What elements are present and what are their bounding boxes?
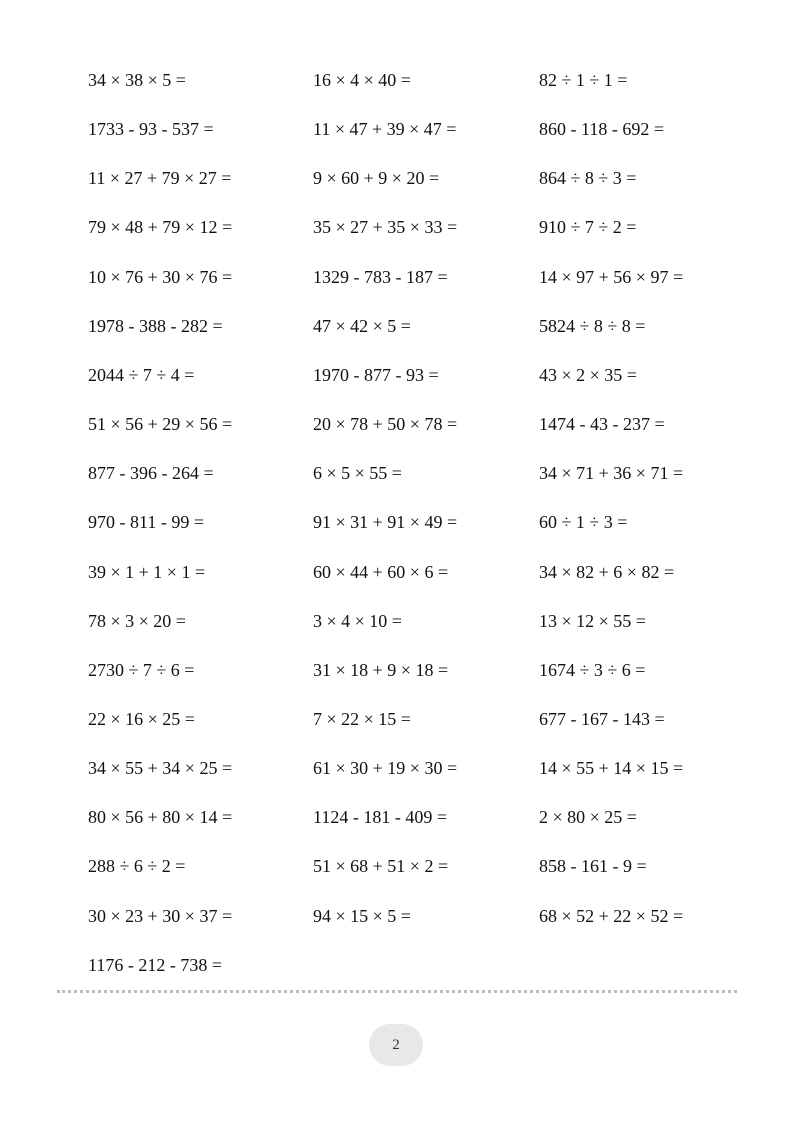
math-problem: 14 × 97 + 56 × 97 =	[539, 267, 684, 287]
math-problem: 68 × 52 + 22 × 52 =	[539, 906, 684, 926]
math-problem: 61 × 30 + 19 × 30 =	[313, 758, 458, 778]
math-problem: 1329 - 783 - 187 =	[313, 267, 448, 287]
math-problem: 11 × 27 + 79 × 27 =	[88, 168, 232, 188]
math-problem: 79 × 48 + 79 × 12 =	[88, 217, 233, 237]
math-problem: 47 × 42 × 5 =	[313, 316, 411, 336]
math-problem: 31 × 18 + 9 × 18 =	[313, 660, 449, 680]
math-problem: 677 - 167 - 143 =	[539, 709, 665, 729]
page-number-badge: 2	[369, 1024, 423, 1066]
math-problem: 51 × 56 + 29 × 56 =	[88, 414, 233, 434]
math-problem: 60 × 44 + 60 × 6 =	[313, 562, 449, 582]
math-problem: 80 × 56 + 80 × 14 =	[88, 807, 233, 827]
math-problem: 34 × 71 + 36 × 71 =	[539, 463, 684, 483]
math-problem: 43 × 2 × 35 =	[539, 365, 637, 385]
math-problem: 13 × 12 × 55 =	[539, 611, 646, 631]
math-problem: 1674 ÷ 3 ÷ 6 =	[539, 660, 646, 680]
math-problem: 864 ÷ 8 ÷ 3 =	[539, 168, 637, 188]
math-problem: 860 - 118 - 692 =	[539, 119, 664, 139]
math-problem: 1978 - 388 - 282 =	[88, 316, 223, 336]
math-problem: 1733 - 93 - 537 =	[88, 119, 214, 139]
math-problem: 910 ÷ 7 ÷ 2 =	[539, 217, 637, 237]
math-problem: 34 × 55 + 34 × 25 =	[88, 758, 233, 778]
math-problem: 35 × 27 + 35 × 33 =	[313, 217, 458, 237]
math-problem: 1124 - 181 - 409 =	[313, 807, 447, 827]
dotted-divider	[57, 990, 737, 993]
math-problem: 9 × 60 + 9 × 20 =	[313, 168, 440, 188]
math-problem: 34 × 82 + 6 × 82 =	[539, 562, 675, 582]
math-problem: 2730 ÷ 7 ÷ 6 =	[88, 660, 195, 680]
math-problem: 858 - 161 - 9 =	[539, 856, 647, 876]
math-problem: 14 × 55 + 14 × 15 =	[539, 758, 684, 778]
math-problem: 91 × 31 + 91 × 49 =	[313, 512, 458, 532]
math-problem: 2 × 80 × 25 =	[539, 807, 637, 827]
math-problem: 20 × 78 + 50 × 78 =	[313, 414, 458, 434]
math-problem: 970 - 811 - 99 =	[88, 512, 204, 532]
math-problem: 2044 ÷ 7 ÷ 4 =	[88, 365, 195, 385]
math-problem: 5824 ÷ 8 ÷ 8 =	[539, 316, 646, 336]
math-problem: 1474 - 43 - 237 =	[539, 414, 665, 434]
math-problem: 877 - 396 - 264 =	[88, 463, 214, 483]
math-problem: 1970 - 877 - 93 =	[313, 365, 439, 385]
math-problem: 30 × 23 + 30 × 37 =	[88, 906, 233, 926]
math-problem: 94 × 15 × 5 =	[313, 906, 411, 926]
math-problem: 6 × 5 × 55 =	[313, 463, 402, 483]
math-problem: 78 × 3 × 20 =	[88, 611, 186, 631]
math-problem: 10 × 76 + 30 × 76 =	[88, 267, 233, 287]
math-problem: 11 × 47 + 39 × 47 =	[313, 119, 457, 139]
math-problem: 39 × 1 + 1 × 1 =	[88, 562, 206, 582]
math-problem: 51 × 68 + 51 × 2 =	[313, 856, 449, 876]
math-problem: 34 × 38 × 5 =	[88, 70, 186, 90]
math-problem: 22 × 16 × 25 =	[88, 709, 195, 729]
math-problem: 3 × 4 × 10 =	[313, 611, 402, 631]
math-problem: 1176 - 212 - 738 =	[88, 955, 222, 975]
math-problem: 7 × 22 × 15 =	[313, 709, 411, 729]
math-problem: 60 ÷ 1 ÷ 3 =	[539, 512, 628, 532]
math-problem: 288 ÷ 6 ÷ 2 =	[88, 856, 186, 876]
math-problem: 16 × 4 × 40 =	[313, 70, 411, 90]
math-problem: 82 ÷ 1 ÷ 1 =	[539, 70, 628, 90]
